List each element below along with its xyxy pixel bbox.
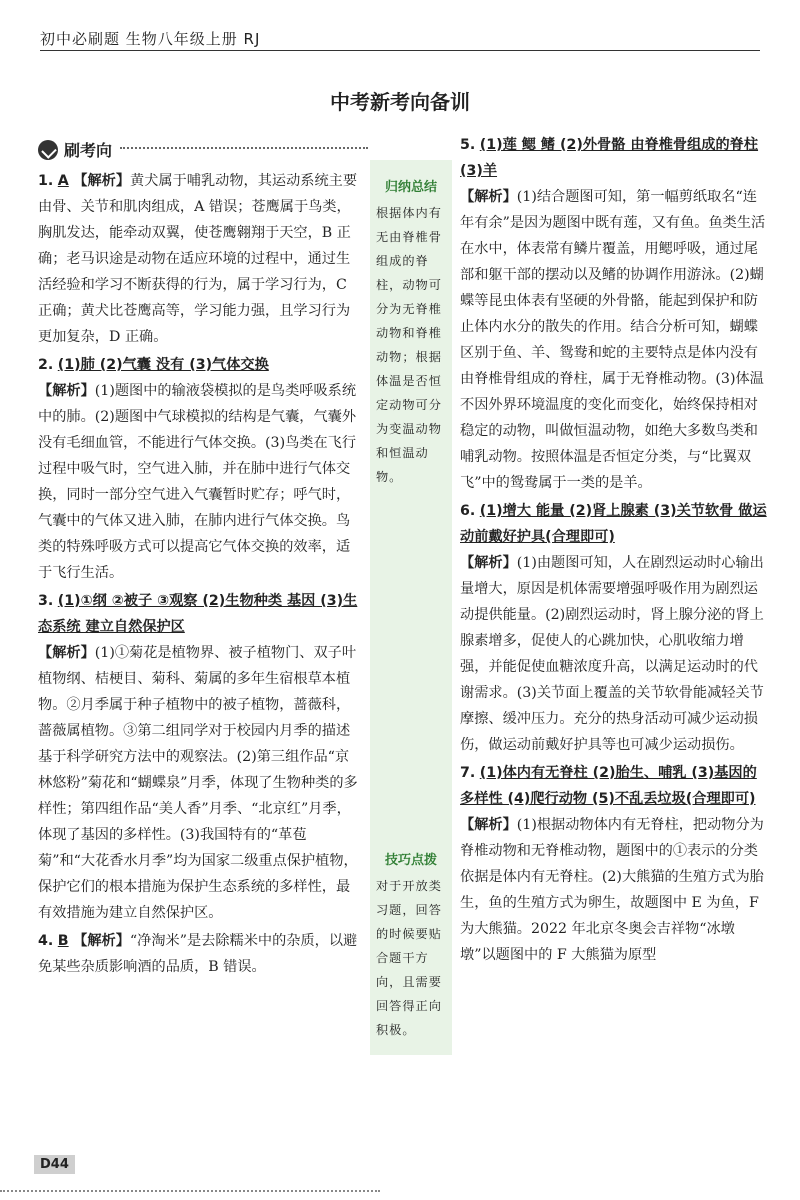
page-title: 中考新考向备训: [330, 90, 470, 114]
question-6: [460, 498, 770, 758]
note-text-summary: 根据体内有无由脊椎骨组成的脊柱，动物可分为无脊椎动物和脊椎动物；根据体温是否恒定动物可分为变温动物和恒温动物。: [376, 206, 442, 484]
analysis-tag: 【解析】: [38, 383, 95, 399]
right-column: [460, 132, 770, 970]
question-number: 5.: [460, 137, 476, 153]
note-title-tips: 技巧点拨: [384, 853, 437, 868]
analysis-tag: 【解析】: [73, 173, 131, 189]
question-number: 3.: [38, 593, 54, 609]
header-rule: [40, 50, 760, 51]
side-notes: [370, 160, 452, 1055]
analysis-text: (1)由题图可知，人在剧烈运动时心输出量增大，原因是机体需要增强呼吸作用为剧烈运动提供能量。(2)剧烈运动时，肾上腺分泌的肾上腺素增多，促使人的心跳加快，心肌收缩力增强，并能促使血糖浓度升高，以满足运动时的代谢需求。(3)关节面上覆盖的关节软骨能减轻关节摩擦、缓冲压力。充分的热身活动可减少运动损伤，做运动前戴好护具等也可减少运动损伤。: [460, 555, 764, 753]
question-number: 7.: [460, 765, 476, 781]
question-1: [38, 168, 358, 350]
question-4: [38, 928, 358, 980]
question-7: [460, 760, 770, 968]
answer: (1)肺 (2)气囊 没有 (3)气体交换: [57, 357, 269, 373]
answer: A: [57, 173, 69, 189]
analysis-text: (1)结合题图可知，第一幅剪纸取名“连年有余”是因为题图中既有莲，又有鱼。鱼类生活在水中，体表常有鳞片覆盖，用鳃呼吸，通过尾部和躯干部的摆动以及鳍的协调作用游泳。(2)蝴蝶等昆虫体表有坚硬的外骨骼，能起到保护和防止体内水分的散失的作用。结合分析可知，蝴蝶区别于鱼、羊、鸳鸯和蛇的主要特点是体内没有由脊椎骨组成的脊柱，属于无脊椎动物。(3)体温不因外界环境温度的变化而变化，始终保持相对稳定的动物，叫做恒温动物，如绝大多数鸟类和哺乳动物。按照体温是否恒定分类，与“比翼双飞”中的鸳鸯属于一类的是羊。: [460, 189, 766, 491]
analysis-text: (1)根据动物体内有无脊柱，把动物分为脊椎动物和无脊椎动物，题图中的①表示的分类依据是体内有无脊柱。(2)大熊猫的生殖方式为胎生，鱼的生殖方式为卵生，故题图中 E 为鱼，F 为大熊猫。2022 年北京冬奥会吉祥物“冰墩墩”以题图中的 F 大熊猫为原型: [460, 817, 764, 963]
analysis-text: “净淘米”是去除糯米中的杂质，以避免某些杂质影响酒的品质，B 错误。: [38, 933, 358, 975]
analysis-tag: 【解析】: [460, 189, 517, 205]
dotted-divider: [120, 147, 368, 149]
page-number: D44: [34, 1155, 75, 1174]
analysis-text: (1)题图中的输液袋模拟的是鸟类呼吸系统中的肺。(2)题图中气球模拟的结构是气囊，气囊外没有毛细血管，不能进行气体交换。(3)鸟类在飞行过程中吸气时，空气进入肺，并在肺中进行气体交换，同时一部分空气进入气囊暂时贮存；呼气时，气囊中的气体又进入肺，在肺内进行气体交换。鸟类的特殊呼吸方式可以提高它气体交换的效率，适于飞行生活。: [38, 383, 357, 581]
section-badge: [38, 138, 112, 161]
question-2: [38, 352, 358, 586]
answer: (1)增大 能量 (2)肾上腺素 (3)关节软骨 做运动前戴好护具(合理即可): [460, 503, 767, 545]
note-title-summary: 归纳总结: [384, 180, 437, 195]
analysis-tag: 【解析】: [38, 645, 95, 661]
question-3: [38, 588, 358, 926]
analysis-tag: 【解析】: [460, 555, 517, 571]
analysis-tag: 【解析】: [73, 933, 130, 949]
analysis-text: 黄犬属于哺乳动物，其运动系统主要由骨、关节和肌肉组成，A 错误；苍鹰属于鸟类，胸肌发达，能牵动双翼，使苍鹰翱翔于天空，B 正确；老马识途是动物在适应环境的过程中，通过生活经验和学习不断获得的行为，属于学习行为，C 正确；黄犬比苍鹰高等，学习能力强，且学习行为更加复杂，D 正确。: [38, 173, 358, 345]
answer: (1)体内有无脊柱 (2)胎生、哺乳 (3)基因的多样性 (4)爬行动物 (5)不乱丢垃圾(合理即可): [460, 765, 757, 807]
answer: (1)莲 鳃 鳍 (2)外骨骼 由脊椎骨组成的脊柱 (3)羊: [460, 137, 759, 179]
question-number: 6.: [460, 503, 476, 519]
analysis-text: (1)①菊花是植物界、被子植物门、双子叶植物纲、桔梗目、菊科、菊属的多年生宿根草本植物。②月季属于种子植物中的被子植物，蔷薇科，蔷薇属植物。③第二组同学对于校园内月季的描述基于科学研究方法中的观察法。(2)第三组作品“京林悠粉”菊花和“蝴蝶泉”月季，体现了生物种类的多样性；第四组作品“美人香”月季、“北京红”月季，体现了基因的多样性。(3)我国特有的“革苞菊”和“大花香水月季”均为国家二级重点保护植物，保护它们的根本措施为保护生态系统的多样性，最有效措施为建立自然保护区。: [38, 645, 358, 921]
question-number: 1.: [38, 173, 54, 189]
question-5: [460, 132, 770, 496]
running-header: 初中必刷题 生物八年级上册 RJ: [40, 30, 261, 48]
left-column: [38, 168, 358, 982]
note-text-tips: 对于开放类习题，回答的时候要贴合题干方向，且需要回答得正向积极。: [376, 879, 442, 1037]
question-number: 4.: [38, 933, 54, 949]
answer: B: [57, 933, 69, 949]
footer-divider: [0, 1190, 380, 1192]
brush-icon: [38, 140, 58, 160]
analysis-tag: 【解析】: [460, 817, 517, 833]
answer: (1)①纲 ②被子 ③观察 (2)生物种类 基因 (3)生态系统 建立自然保护区: [38, 593, 358, 635]
badge-label: 刷考向: [64, 141, 113, 160]
question-number: 2.: [38, 357, 54, 373]
